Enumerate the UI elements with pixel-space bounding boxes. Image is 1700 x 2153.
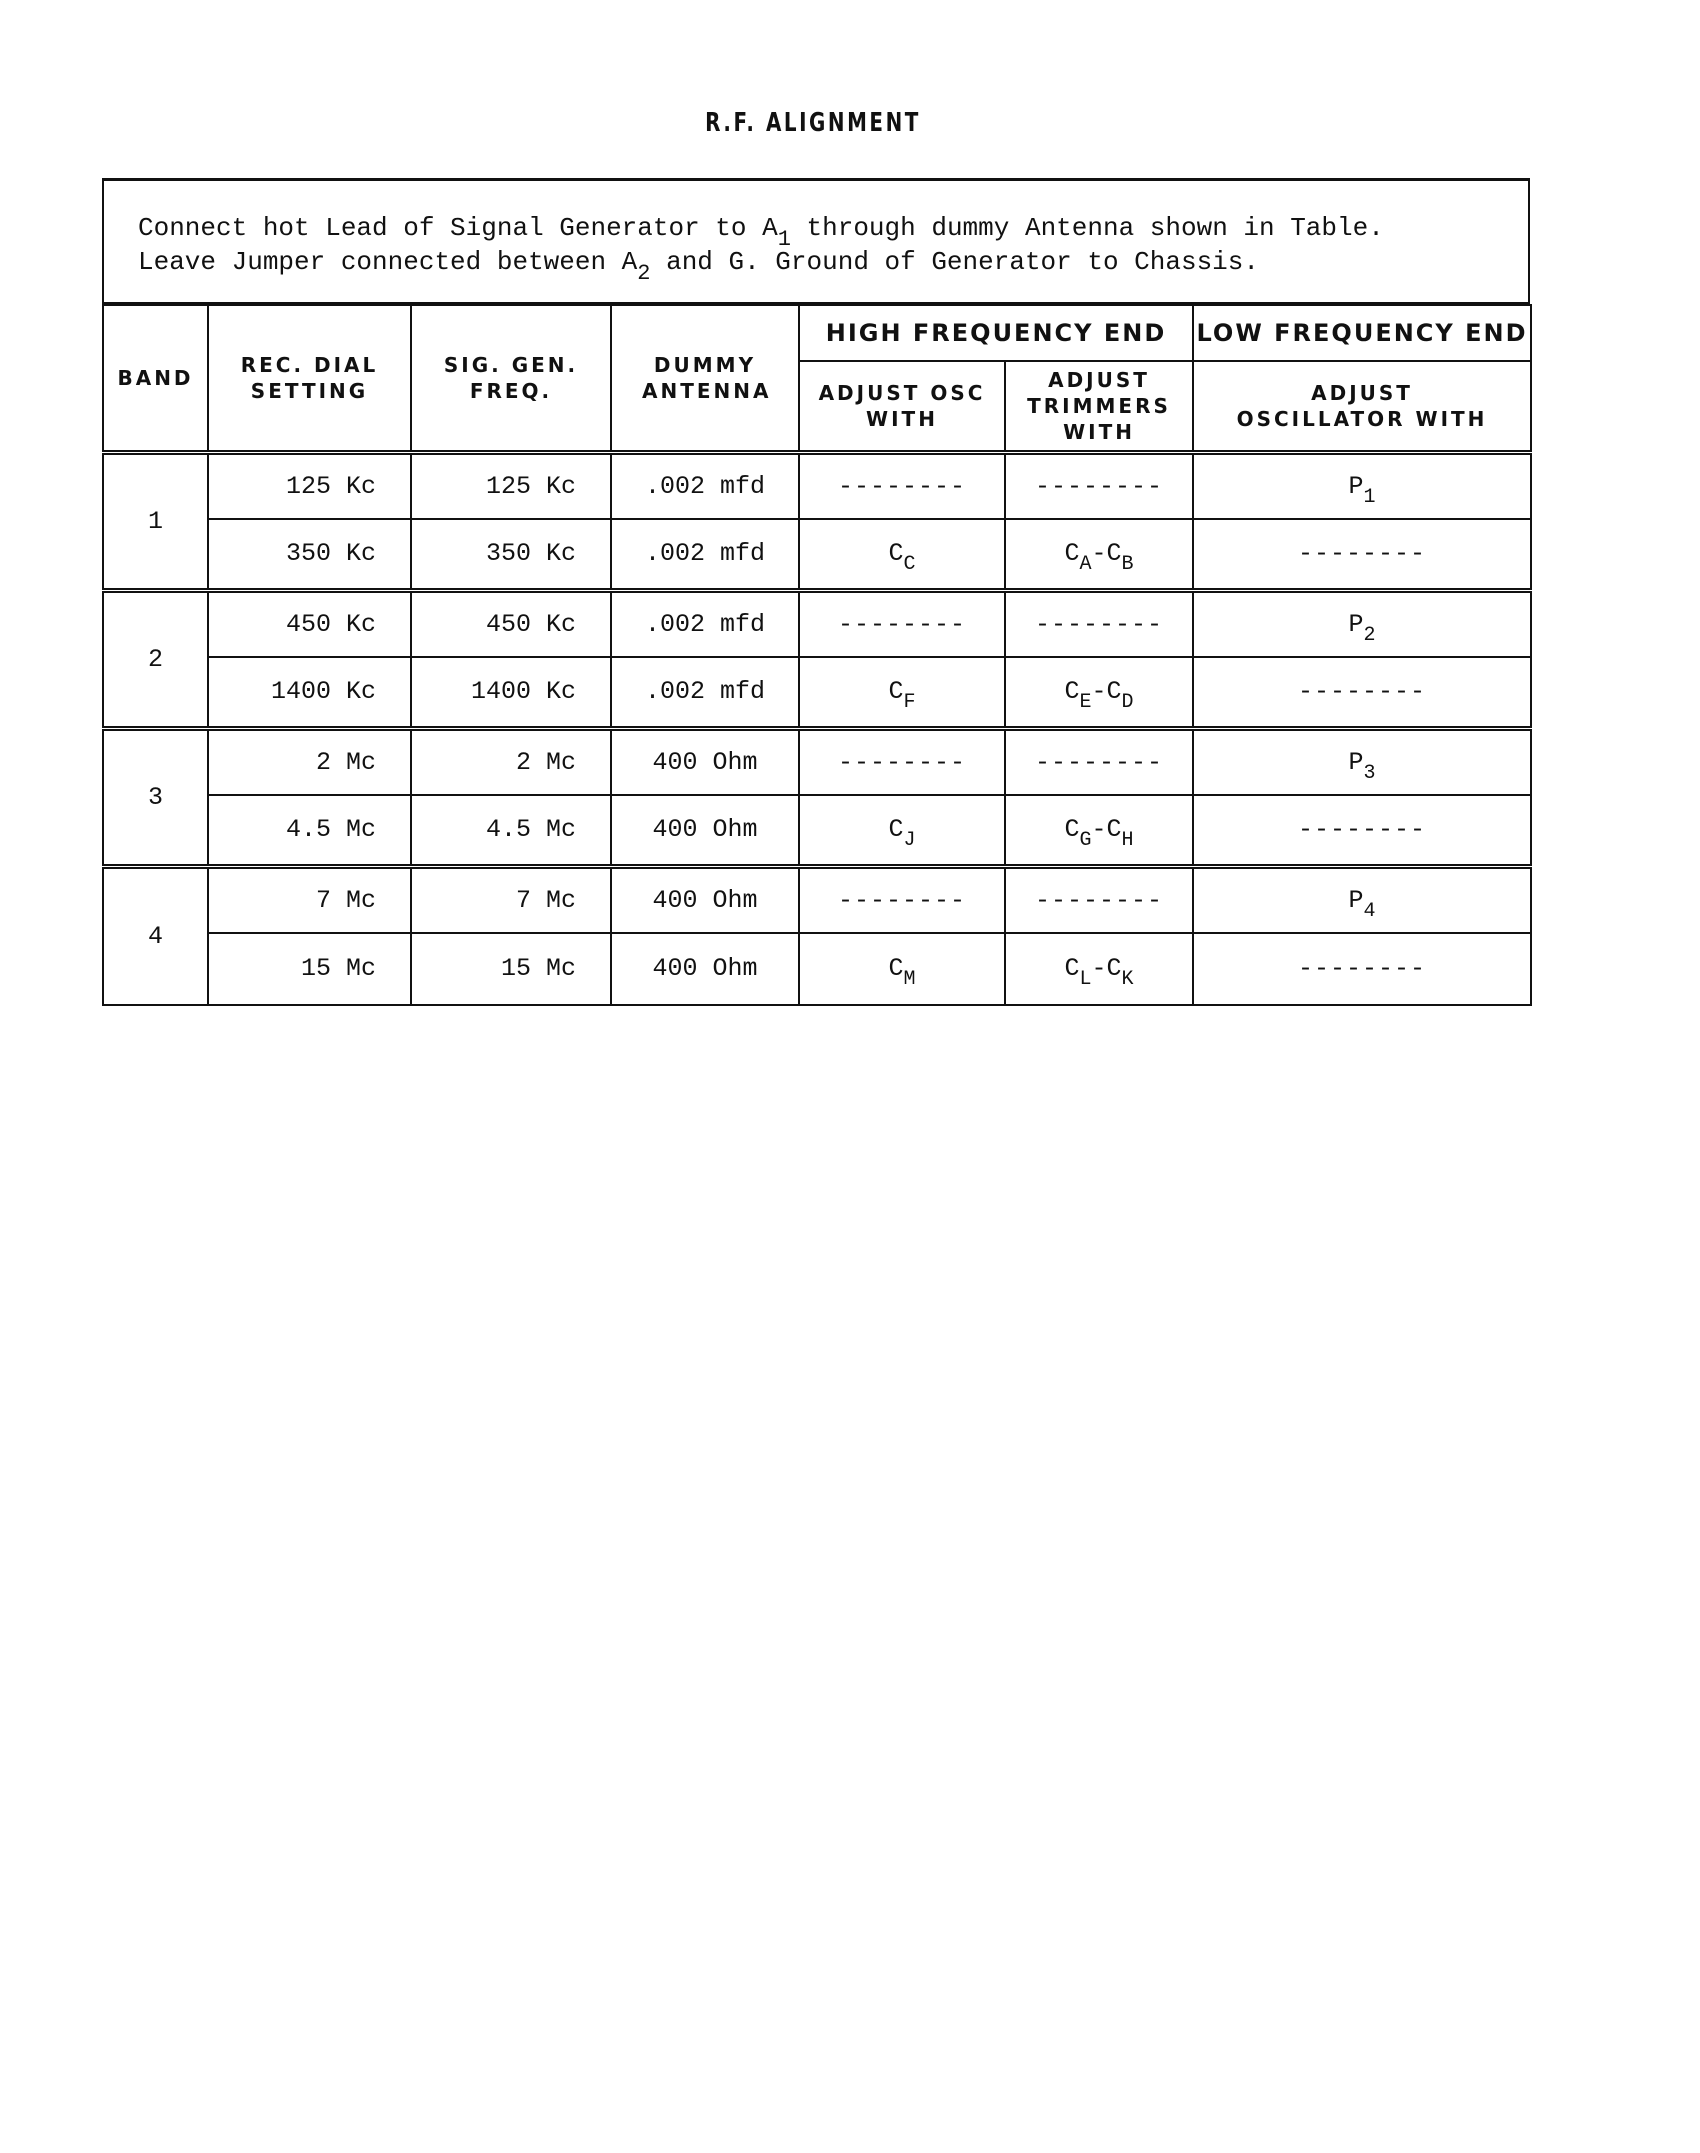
sig-gen-cell: 125 Kc bbox=[411, 453, 611, 519]
subscript: K bbox=[1121, 968, 1134, 991]
band-cell: 2 bbox=[103, 591, 208, 729]
subscript: A bbox=[1079, 553, 1092, 577]
dummy-antenna-cell: 400 Ohm bbox=[611, 933, 799, 1005]
instruction-line: Leave Jumper connected between $A_2$ and G. Ground of Generator to Chassis. bbox=[138, 247, 1259, 286]
adjust-trimmers-cell: $C_G-C_H$ bbox=[1005, 795, 1193, 867]
adjust-trimmers-cell: $C_A-C_B$ bbox=[1005, 519, 1193, 591]
table-body bbox=[103, 453, 1531, 1005]
subscript: 2 bbox=[1363, 623, 1376, 647]
adjust-osc-cell: $C_C$ bbox=[799, 519, 1005, 591]
subscript: M bbox=[903, 968, 916, 991]
adjust-oscillator-cell: $P_1$ bbox=[1193, 453, 1531, 519]
subscript: C bbox=[903, 553, 916, 577]
adjust-osc-cell: $C_F$ bbox=[799, 657, 1005, 729]
subscript: J bbox=[903, 829, 916, 853]
adjust-oscillator-cell: $P_4$ bbox=[1193, 867, 1531, 933]
band-cell: 1 bbox=[103, 453, 208, 591]
header-high-frequency-end: HIGH FREQUENCY END bbox=[799, 305, 1193, 361]
rec-dial-cell: 7 Mc bbox=[208, 867, 411, 933]
sig-gen-cell: 4.5 Mc bbox=[411, 795, 611, 867]
header-low-frequency-end: LOW FREQUENCY END bbox=[1193, 305, 1531, 361]
header-band: BAND bbox=[103, 305, 208, 453]
adjust-oscillator-cell: -------- bbox=[1193, 519, 1531, 591]
subscript: B bbox=[1121, 553, 1134, 577]
adjust-trimmers-cell: $C_L-C_K$ bbox=[1005, 933, 1193, 1005]
adjust-osc-cell: $C_J$ bbox=[799, 795, 1005, 867]
rec-dial-cell: 350 Kc bbox=[208, 519, 411, 591]
band-cell: 3 bbox=[103, 729, 208, 867]
adjust-trimmers-cell: $C_E-C_D$ bbox=[1005, 657, 1193, 729]
adjust-trimmers-cell: -------- bbox=[1005, 867, 1193, 933]
subscript: 1 bbox=[777, 227, 791, 252]
table-row bbox=[103, 933, 1531, 1005]
table-row bbox=[103, 591, 1531, 657]
rec-dial-cell: 15 Mc bbox=[208, 933, 411, 1005]
rec-dial-cell: 2 Mc bbox=[208, 729, 411, 795]
subscript: D bbox=[1121, 691, 1134, 715]
header-sig-gen: SIG. GEN. FREQ. bbox=[411, 305, 611, 453]
sig-gen-cell: 1400 Kc bbox=[411, 657, 611, 729]
dummy-antenna-cell: 400 Ohm bbox=[611, 795, 799, 867]
dummy-antenna-cell: .002 mfd bbox=[611, 519, 799, 591]
rec-dial-cell: 125 Kc bbox=[208, 453, 411, 519]
rf-alignment-sheet bbox=[102, 178, 1530, 1006]
sig-gen-cell: 450 Kc bbox=[411, 591, 611, 657]
adjust-trimmers-cell: -------- bbox=[1005, 591, 1193, 657]
table-row bbox=[103, 657, 1531, 729]
subscript: F bbox=[903, 691, 916, 715]
table-row bbox=[103, 453, 1531, 519]
instructions-box bbox=[102, 178, 1530, 304]
adjust-oscillator-cell: -------- bbox=[1193, 933, 1531, 1005]
header-dummy-antenna: DUMMY ANTENNA bbox=[611, 305, 799, 453]
table-row bbox=[103, 519, 1531, 591]
table-row bbox=[103, 867, 1531, 933]
dummy-antenna-cell: .002 mfd bbox=[611, 453, 799, 519]
adjust-oscillator-cell: -------- bbox=[1193, 795, 1531, 867]
dummy-antenna-cell: 400 Ohm bbox=[611, 729, 799, 795]
dummy-antenna-cell: 400 Ohm bbox=[611, 867, 799, 933]
sig-gen-cell: 350 Kc bbox=[411, 519, 611, 591]
dummy-antenna-cell: .002 mfd bbox=[611, 657, 799, 729]
page-title: R.F. ALIGNMENT bbox=[705, 108, 921, 138]
subscript: 3 bbox=[1363, 761, 1376, 785]
adjust-oscillator-cell: $P_2$ bbox=[1193, 591, 1531, 657]
adjust-oscillator-cell: $P_3$ bbox=[1193, 729, 1531, 795]
instruction-line: Connect hot Lead of Signal Generator to $A_1$ through dummy Antenna shown in Table. bbox=[138, 213, 1384, 252]
header-adjust-oscillator: ADJUST OSCILLATOR WITH bbox=[1193, 361, 1531, 453]
adjust-oscillator-cell: -------- bbox=[1193, 657, 1531, 729]
adjust-osc-cell: -------- bbox=[799, 867, 1005, 933]
rec-dial-cell: 4.5 Mc bbox=[208, 795, 411, 867]
subscript: 1 bbox=[1363, 485, 1376, 509]
header-rec-dial: REC. DIAL SETTING bbox=[208, 305, 411, 453]
header-adjust-osc: ADJUST OSC WITH bbox=[799, 361, 1005, 453]
rec-dial-cell: 450 Kc bbox=[208, 591, 411, 657]
adjust-osc-cell: -------- bbox=[799, 591, 1005, 657]
band-cell: 4 bbox=[103, 867, 208, 1005]
subscript: L bbox=[1079, 968, 1092, 991]
subscript: E bbox=[1079, 691, 1092, 715]
table-row bbox=[103, 795, 1531, 867]
header-adjust-trimmers: ADJUST TRIMMERS WITH bbox=[1005, 361, 1193, 453]
dummy-antenna-cell: .002 mfd bbox=[611, 591, 799, 657]
adjust-trimmers-cell: -------- bbox=[1005, 729, 1193, 795]
table-row bbox=[103, 729, 1531, 795]
adjust-osc-cell: -------- bbox=[799, 729, 1005, 795]
sig-gen-cell: 15 Mc bbox=[411, 933, 611, 1005]
adjust-trimmers-cell: -------- bbox=[1005, 453, 1193, 519]
subscript: H bbox=[1121, 829, 1134, 853]
adjust-osc-cell: -------- bbox=[799, 453, 1005, 519]
adjust-osc-cell: $C_M$ bbox=[799, 933, 1005, 1005]
sig-gen-cell: 2 Mc bbox=[411, 729, 611, 795]
subscript: G bbox=[1079, 829, 1092, 853]
sig-gen-cell: 7 Mc bbox=[411, 867, 611, 933]
rec-dial-cell: 1400 Kc bbox=[208, 657, 411, 729]
subscript: 4 bbox=[1363, 899, 1376, 923]
alignment-table bbox=[102, 304, 1532, 1006]
subscript: 2 bbox=[637, 261, 651, 286]
